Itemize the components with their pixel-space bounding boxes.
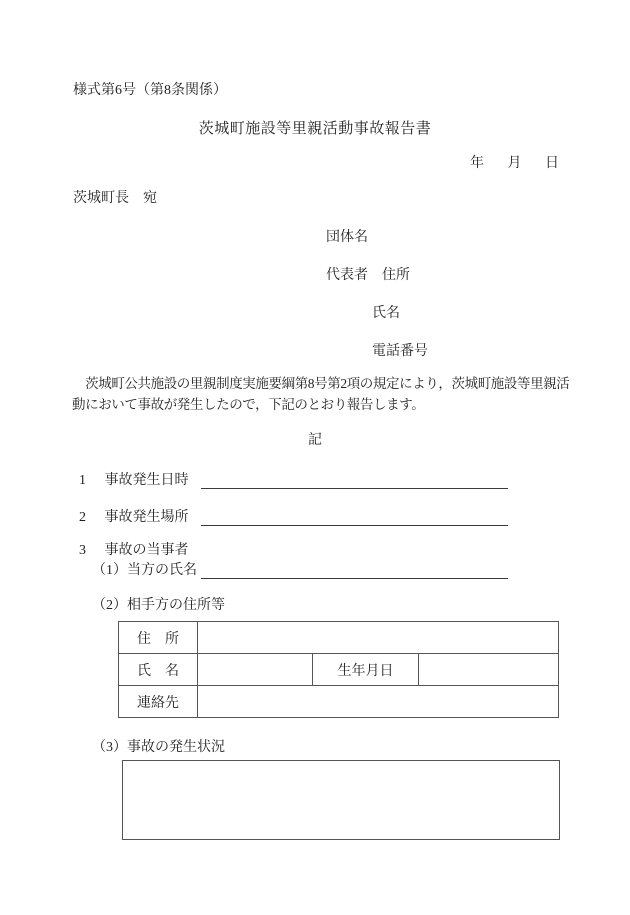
table-row-name-birth (119, 654, 559, 686)
birthdate-label-cell: 生年月日 (313, 654, 419, 686)
item-accident-datetime (79, 473, 189, 490)
item-label: 事故の当事者 (104, 543, 189, 558)
name-label-cell: 氏 名 (119, 654, 198, 686)
sub-item-accident-situation: （3）事故の発生状況 (92, 740, 225, 755)
other-party-table (118, 621, 559, 718)
item-number: 2 (79, 510, 86, 525)
contact-label-cell: 連絡先 (119, 686, 198, 718)
address-value-cell (198, 622, 559, 654)
form-number: 様式第6号（第8条関係） (73, 83, 227, 98)
birthdate-value-cell (419, 654, 559, 686)
item-number: 1 (79, 473, 86, 488)
sub-item-other-party: （2）相手方の住所等 (92, 598, 225, 613)
address-label-cell: 住 所 (119, 622, 198, 654)
item-label: 事故発生日時 (104, 473, 189, 488)
name-value-cell (198, 654, 313, 686)
table-row-address (119, 622, 559, 654)
own-name-blank (201, 563, 508, 579)
signature-phone-label: 電話番号 (372, 344, 428, 359)
item-number: 3 (79, 543, 86, 558)
item-accident-parties (79, 543, 189, 560)
body-paragraph-line-1: 茨城町公共施設の里親制度実施要綱第8号第2項の規定により，茨城町施設等里親活 (72, 376, 570, 391)
addressee: 茨城町長 宛 (73, 191, 157, 206)
item-label: 事故発生場所 (104, 510, 189, 525)
contact-value-cell (198, 686, 559, 718)
accident-location-blank (201, 510, 508, 526)
document-title: 茨城町施設等里親活動事故報告書 (198, 121, 432, 137)
signature-org-label: 団体名 (326, 230, 368, 245)
sub-item-own-name: （1）当方の氏名 (92, 563, 197, 578)
record-heading: 記 (308, 433, 322, 448)
signature-name-label: 氏名 (372, 306, 400, 321)
item-accident-location (79, 510, 189, 527)
accident-situation-box (122, 760, 560, 840)
table-row-contact (119, 686, 559, 718)
signature-representative-address-label: 代表者 住所 (326, 268, 410, 283)
accident-datetime-blank (201, 473, 508, 489)
body-paragraph-line-2: 動において事故が発生したので，下記のとおり報告します。 (72, 397, 425, 412)
date-line: 年 月 日 (470, 156, 558, 171)
